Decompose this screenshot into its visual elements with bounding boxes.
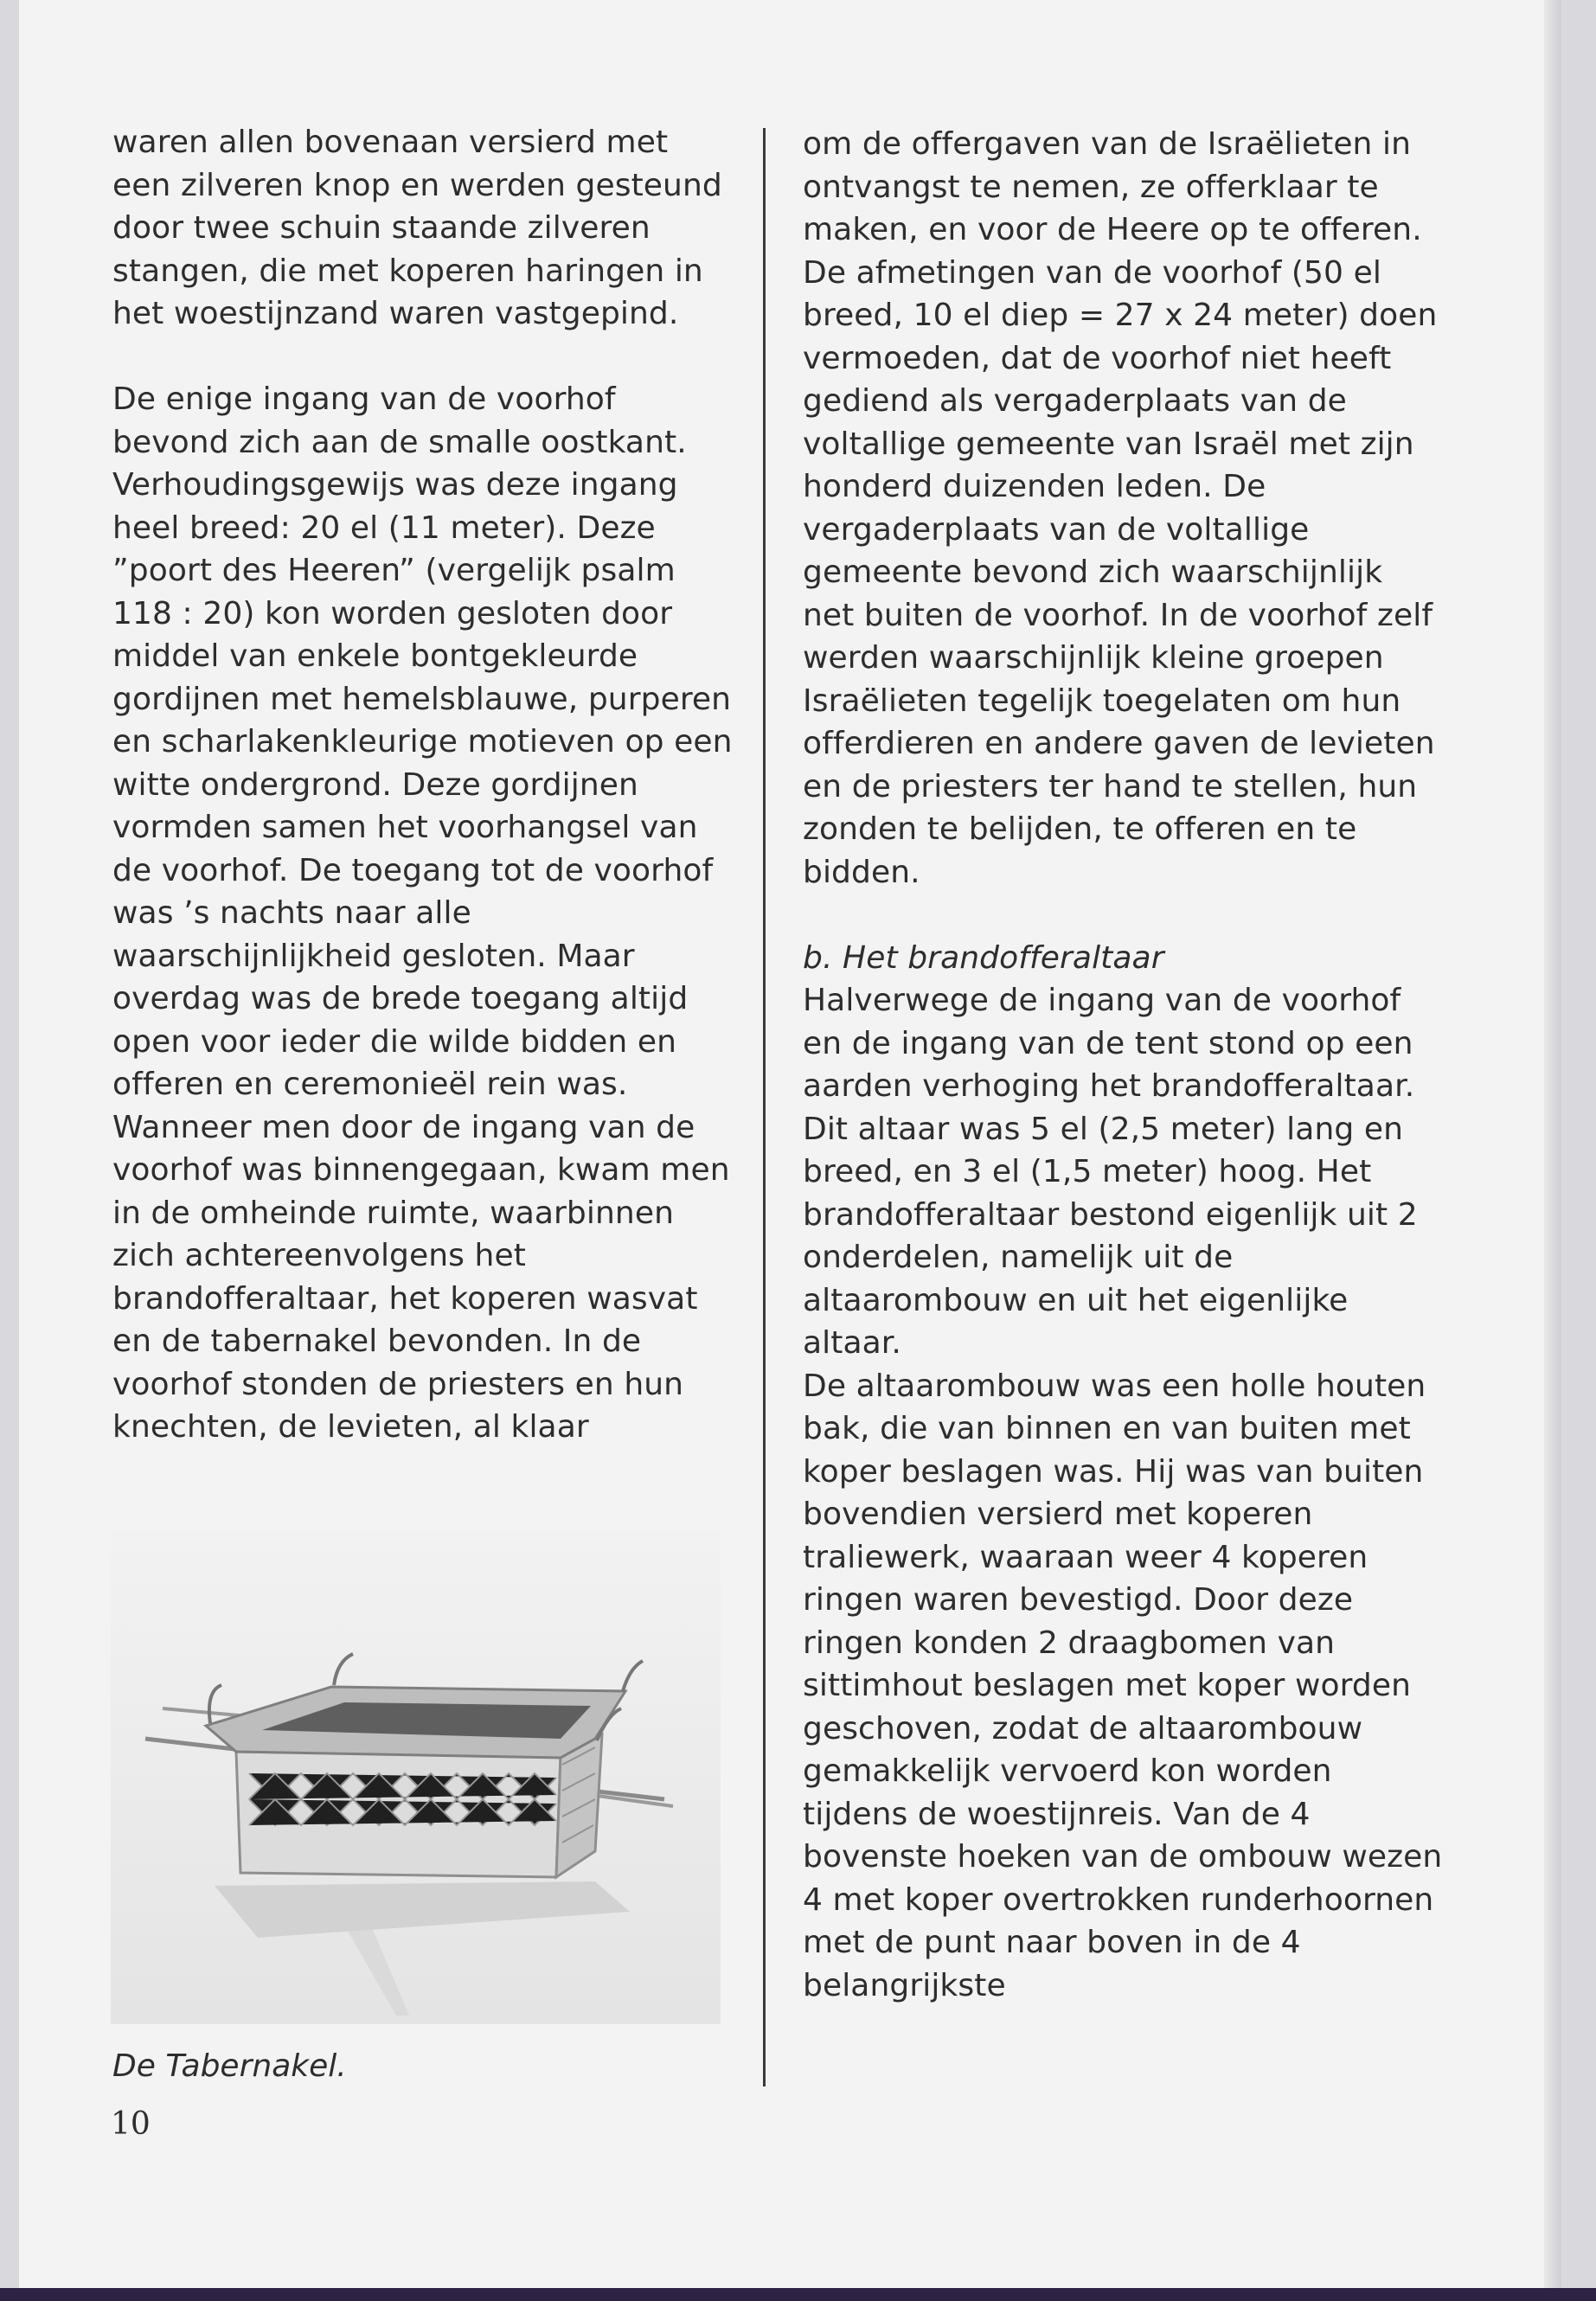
right-column xyxy=(803,123,1443,2007)
right-paragraph-2: Halverwege de ingang van de voorhof en de ingang van de tent stond op een aarden verhoging het brandofferaltaar. Dit altaar was 5 el (2,5 meter) lang en breed, en 3 el (1,5 meter) hoog. Het brandofferaltaar bestond eigenlijk uit 2 onderdelen, namelijk uit de altaarombouw en uit het eigenlijke altaar. xyxy=(803,983,1418,1361)
section-heading: b. Het brandofferaltaar xyxy=(803,939,1164,976)
altar-illustration xyxy=(111,1531,721,2024)
page-number: 10 xyxy=(111,2106,151,2142)
bottom-edge-band xyxy=(0,2288,1596,2301)
column-divider xyxy=(763,128,766,2086)
right-paragraph-3: De altaarombouw was een holle houten bak, die van binnen en van buiten met koper beslagen was. Hij was van buiten bovendien versierd met koperen traliewerk, waaraan weer 4 koperen ringen waren bevestigd. Door deze ringen konden 2 draagbomen van sittimhout beslagen met koper worden geschoven, zodat de altaarombouw gemakkelijk vervoerd kon worden tijdens de woestijnreis. Van de 4 bovenste hoeken van de ombouw wezen 4 met koper overtrokken runderhoornen met de punt naar boven in de 4 belangrijkste xyxy=(803,1368,1443,2003)
right-paragraph-1: om de offergaven van de Israëlieten in ontvangst te nemen, ze offerklaar te maken, en voor de Heere op te offeren. De afmetingen van de voorhof (50 el breed, 10 el diep = 27 x 24 meter) doen vermoeden, dat de voorhof niet heeft gediend als vergaderplaats van de voltallige gemeente van Israël met zijn honderd duizenden leden. De vergaderplaats van de voltallige gemeente bevond zich waarschijnlijk net buiten de voorhof. In de voorhof zelf werden waarschijnlijk kleine groepen Israëlieten tegelijk toegelaten om hun offerdieren en andere gaven de levieten en de priesters ter hand te stellen, hun zonden te belijden, te offeren en te bidden. xyxy=(803,126,1438,890)
left-paragraph-1: waren allen bovenaan versierd met een zilveren knop en werden gesteund door twee schuin staande zilveren stangen, die met koperen haringen in het woestijnzand waren vastgepind. xyxy=(112,125,722,331)
page-edge-shadow xyxy=(1544,0,1561,2288)
altar-photo xyxy=(111,1531,721,2024)
left-column xyxy=(112,121,735,1449)
figure-caption: De Tabernakel. xyxy=(112,2048,347,2084)
left-paragraph-2: De enige ingang van de voorhof bevond zich aan de smalle oostkant. Verhoudingsgewijs was deze ingang heel breed: 20 el (11 meter). Deze ”poort des Heeren” (vergelijk psalm 118 : 20) kon worden gesloten door middel van enkele bontgekleurde gordijnen met hemelsblauwe, purperen en scharlakenkleurige motieven op een witte ondergrond. Deze gordijnen vormden samen het voorhangsel van de voorhof. De toegang tot de voorhof was ’s nachts naar alle waarschijnlijkheid gesloten. Maar overdag was de brede toegang altijd open voor ieder die wilde bidden en offeren en ceremonieël rein was. Wanneer men door de ingang van de voorhof was binnengegaan, kwam men in de omheinde ruimte, waarbinnen zich achtereenvolgens het brandofferaltaar, het koperen wasvat en de tabernakel bevonden. In de voorhof stonden de priesters en hun knechten, de levieten, al klaar xyxy=(112,381,733,1445)
